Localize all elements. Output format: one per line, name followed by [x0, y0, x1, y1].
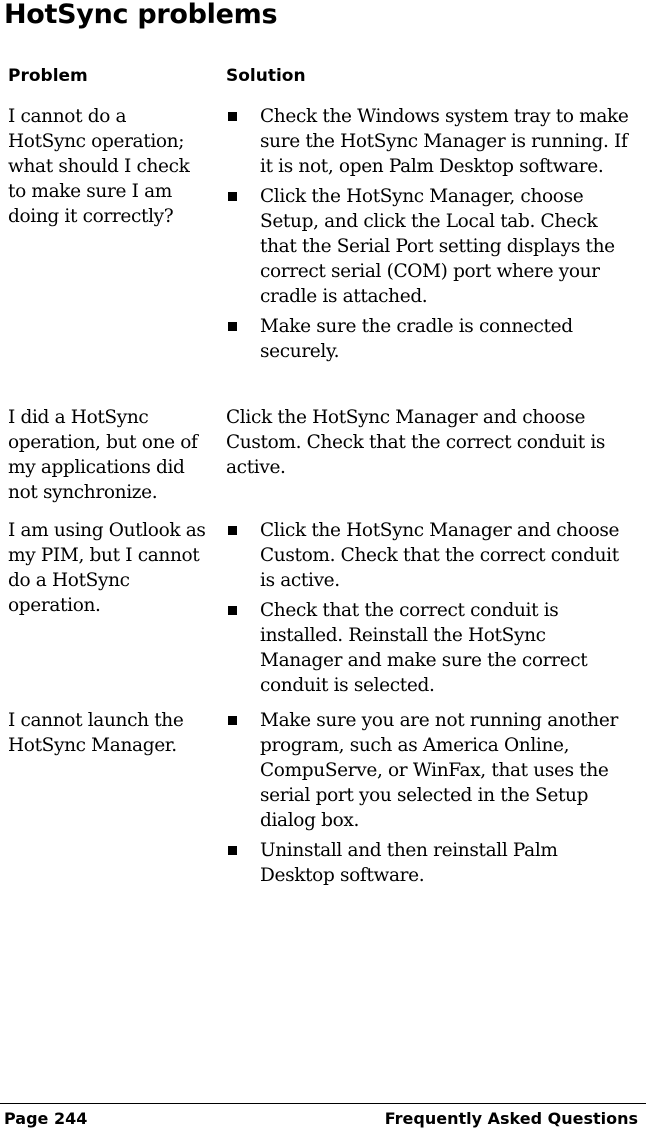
solution-bullet-item: [226, 708, 632, 833]
solution-cell-outlook-pim: [226, 518, 632, 703]
solution-bullet-item: [226, 104, 632, 179]
footer-section-title: Frequently Asked Questions: [384, 1109, 638, 1128]
footer-divider: [0, 1103, 646, 1104]
solution-cell-app-not-synced: Click the HotSync Manager and choose Custom. Check that the correct conduit is active.: [226, 407, 606, 478]
solution-bullet-list: [226, 104, 632, 364]
solution-bullet-item: [226, 314, 632, 364]
problem-cell-app-not-synced: I did a HotSync operation, but one of my applications did not synchronize.: [8, 407, 198, 503]
square-bullet-icon: [228, 846, 237, 855]
bullet-text: Check that the correct conduit is installed. Reinstall the HotSync Manager and make sure the correct conduit is selected.: [260, 600, 588, 696]
bullet-text: Make sure the cradle is connected securely.: [260, 316, 573, 362]
problem-cell-hotsync-check: I cannot do a HotSync operation; what should I check to make sure I am doing it correctly?: [8, 106, 190, 227]
square-bullet-icon: [228, 322, 237, 331]
solution-column-header: Solution: [226, 66, 306, 86]
problem-column-header: Problem: [8, 66, 88, 86]
bullet-text: Check the Windows system tray to make sure the HotSync Manager is running. If it is not, open Palm Desktop software.: [260, 106, 629, 177]
problem-cell-cannot-launch: I cannot launch the HotSync Manager.: [8, 710, 184, 756]
problem-cell-outlook-pim: I am using Outlook as my PIM, but I cannot do a HotSync operation.: [8, 520, 206, 616]
solution-bullet-list: [226, 518, 632, 698]
bullet-text: Click the HotSync Manager and choose Custom. Check that the correct conduit is active.: [260, 520, 620, 591]
solution-bullet-item: [226, 838, 632, 888]
square-bullet-icon: [228, 112, 237, 121]
bullet-text: Make sure you are not running another program, such as America Online, CompuServe, or WinFax, that uses the serial port you selected in the Setup dialog box.: [260, 710, 618, 831]
solution-bullet-item: [226, 598, 632, 698]
footer-page-number: Page 244: [4, 1109, 88, 1128]
solution-cell-cannot-launch: [226, 708, 632, 893]
solution-bullet-list: [226, 708, 632, 888]
page-title: HotSync problems: [4, 0, 278, 30]
square-bullet-icon: [228, 606, 237, 615]
solution-cell-hotsync-check: [226, 104, 632, 369]
solution-bullet-item: [226, 184, 632, 309]
square-bullet-icon: [228, 526, 237, 535]
bullet-text: Click the HotSync Manager, choose Setup, and click the Local tab. Check that the Serial Port setting displays the correct serial (COM) port where your cradle is attached.: [260, 186, 615, 307]
bullet-text: Uninstall and then reinstall Palm Desktop software.: [260, 840, 558, 886]
square-bullet-icon: [228, 192, 237, 201]
solution-bullet-item: [226, 518, 632, 593]
square-bullet-icon: [228, 716, 237, 725]
